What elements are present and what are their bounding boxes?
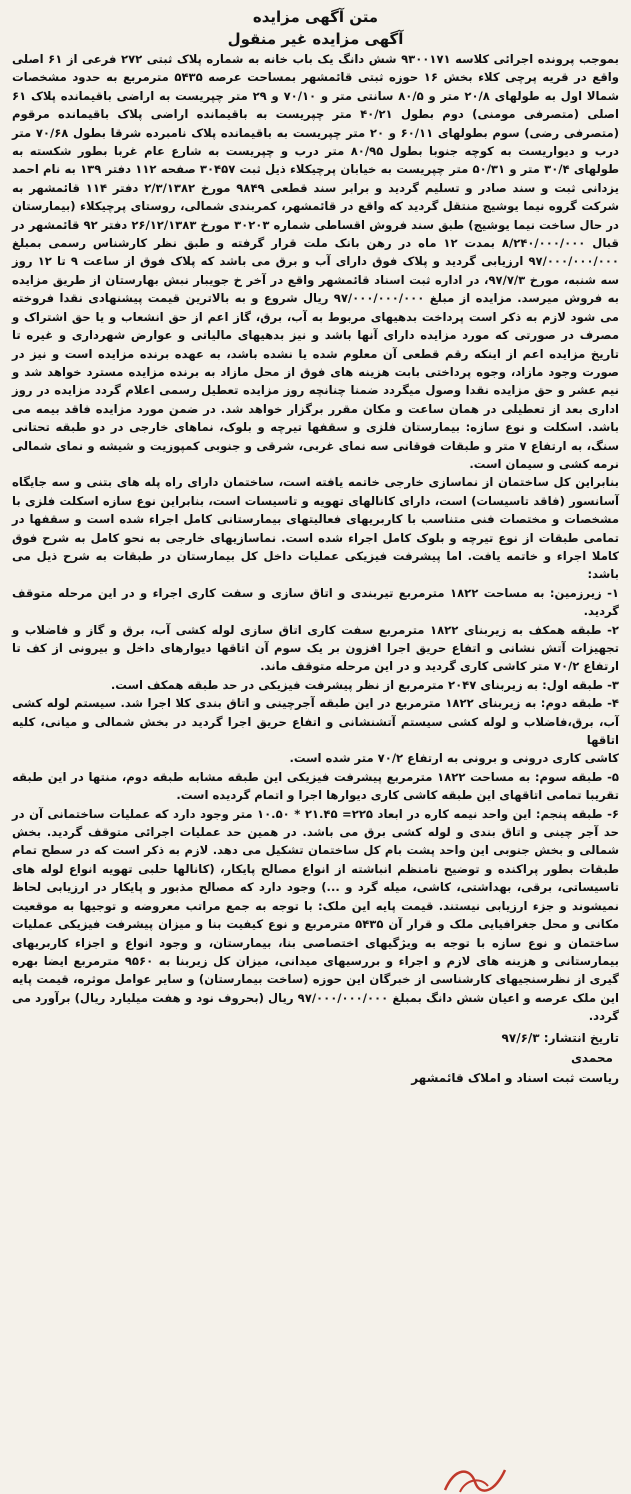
signer-title: ریاست ثبت اسناد و املاک قائمشهر: [411, 1070, 619, 1085]
floor-item-first: ۳- طبقه اول: به زیربنای ۲۰۴۷ مترمربع از نظر پیشرفت فیزیکی در حد طبقه همکف است.: [110, 677, 619, 692]
notice-title: متن آگهی مزایده: [252, 8, 379, 26]
notice-body: [12, 50, 619, 1026]
publication-block: [12, 1028, 619, 1088]
signer-name: محمدی: [570, 1050, 613, 1065]
floor-item-second: ۴- طبقه دوم: به زیربنای ۱۸۲۲ مترمربع در این طبقه آجرچینی و اتاق بندی کلا اجرا شد. سیستم لوله کشی آب، برق،فاضلاب و لوله کشی سیستم آتشنشانی و اتفاع حریق اجرا گردید در بخش شمالی و میانی، کلیه اتاقها: [12, 696, 619, 748]
floor-item-ground: ۲- طبقه همکف به زیربنای ۱۸۲۲ مترمربع سفت کاری اتاق سازی لوله کشی آب، برق و گاز و فاضلاب و تجهیزات آتش نشانی و اتفاع حریق اجرا افزون بر یک سوم آن اتاقها دیوارهای داخل و بیرونی از کف تا ارتفاع ۷۰/۲ متر کاشی کاری گردید و در این مرحله متوقف ماند.: [12, 622, 619, 674]
publication-date: [12, 1028, 619, 1048]
construction-paragraph: بنابراین کل ساختمان از نماسازی خارجی خاتمه یافته است، ساختمان دارای راه پله های بتنی و سه جایگاه آسانسور (فاقد تاسیسات) است، دارای کانالهای تهویه و تاسیسات است، بنابراین نوع سازه اسکلت فلزی با مشخصات و مختصات فنی متناسب با کاربریهای فعالیتهای بیمارستانی کامل اجراء شده است و سقفها در تمامی طبقات از نوع تیرچه و بلوک کامل اجراء شده است. نماسازیهای خارجی به نحو کامل به شرح فوق کاملا اجراء و خاتمه یافت. اما پیشرفت فیزیکی عملیات داخل کل بیمارستان در طبقات به شرح ذیل می باشد:: [12, 475, 619, 582]
publication-date-value: ۹۷/۶/۳: [501, 1030, 540, 1045]
signature-scribble-icon: [440, 1462, 510, 1494]
auction-notice: [8, 6, 623, 1486]
publication-date-label: تاریخ انتشار:: [543, 1030, 619, 1045]
floor-item-third: ۵- طبقه سوم: به مساحت ۱۸۲۲ مترمربع پیشرفت فیزیکی این طبقه مشابه طبقه دوم، منتها در این طبقه تقریبا تمامی اتاقهای این طبقه کاشی کاری دیوارها اجرا و اتمام گردیده است.: [12, 769, 619, 803]
intro-paragraph: بموجب پرونده اجرائی کلاسه ۹۳۰۰۱۷۱ شش دانگ یک باب خانه به شماره پلاک ثبتی ۲۷۲ فرعی از ۶۱ اصلی واقع در قریه پرچی کلاء بخش ۱۶ حوزه ثبتی قائمشهر بمساحت عرصه ۵۴۳۵ مترمربع به حدود مشخصات شمالا اول به طولهای ۲۰/۸ متر و ۸۰/۵ سانتی متر و ۷۰/۱۰ و ۲۹ متر چپریست به اراضی باقیمانده پلاک ۶۱ اصلی (متصرفی مومنی) دوم بطول ۴۰/۲۱ متر چپریست به باقیمانده اراضی پلاک باقیمانده مرقوم (متصرفی رضی) سوم بطولهای ۶۰/۱۱ و ۲۰ متر چپریست به باقیمانده پلاک نامبرده شرقا بطول ۷۰/۶۸ متر درب و دیواریست به کوچه جنوبا بطول ۸۰/۹۵ متر درب و چپریست به شارع عام غربا بطور شکسته به طولهای ۳۰/۴ متر و ۵۰/۳۱ متر چپریست به خیابان پرچیکلاء ذیل ثبت ۳۰۴۵۷ صفحه ۱۱۲ دفتر ۱۳۹ به نام احمد یزدانی ثبت و سند صادر و تسلیم گردید و برابر سند قطعی ۹۸۴۹ مورخ ۲/۳/۱۳۸۲ دفتر ۱۱۴ قائمشهر به شرکت گروه نیما یوشیج منتقل گردید که واقع در قائمشهر، کمربندی شمالی، روستای پرچیکلاء (بیمارستان در حال ساخت نیما یوشیج) طبق سند فروش اقساطی شماره ۳۰۲۰۳ مورخ ۲۶/۱۲/۱۳۸۳ دفتر ۹۲ قائمشهر در قبال ۸/۲۴۰/۰۰۰/۰۰۰ بمدت ۱۲ ماه در رهن بانک ملت قرار گرفته و طبق نظر کارشناس رسمی بمبلغ ۹۷/۰۰۰/۰۰۰/۰۰۰ ارزیابی گردید و پلاک فوق دارای آب و برق می باشد که پلاک فوق از ساعت ۹ تا ۱۲ روز سه شنبه، مورخ ۹۷/۷/۳، در اداره ثبت اسناد قائمشهر واقع در آخر خ جویبار نبش بهارستان از طریق مزایده به فروش میرسد. مزایده از مبلغ ۹۷/۰۰۰/۰۰۰/۰۰۰ ریال شروع و به بالاترین قیمت پیشنهادی نقدا فروخته می شود لازم به ذکر است پرداخت بدهیهای مربوط به آب، برق، گاز اعم از حق انشعاب و یا حق اشتراک و مصرف در صورتی که مورد مزایده دارای آنها باشد و نیز بدهیهای مالیاتی و عوارض شهرداری و غیره تا تاریخ مزایده اعم از اینکه رقم قطعی آن معلوم شده یا نشده باشد، به عهده برنده مزایده است و نیز در صورت وجود مازاد، وجوه پرداختی بابت هزینه های فوق از محل مازاد به برنده مزایده مسترد خواهد شد و نیم عشر و حق مزایده نقدا وصول میگردد ضمنا چنانچه روز مزایده تعطیل رسمی اعلام گردد مزایده در روز اداری بعد از تعطیلی در همان ساعت و مکان مقرر برگزار خواهد شد. در ضمن مورد مزایده فاقد بیمه می باشد. اسکلت و نوع سازه: بیمارستان فلزی و سقفها تیرچه و بلوک، نماهای خارجی در دو طبقه تحتانی سنگ، به ارتفاع ۷ متر و طبقات فوقانی سه نمای غربی، شرقی و جنوبی کمپوزیت و شیشه و نمای شمالی نرمه کشی و سیمان است.: [12, 52, 620, 471]
notice-subtitle: آگهی مزایده غیر منقول: [227, 30, 404, 48]
floor-item-fifth: ۶- طبقه پنجم: این واحد نیمه کاره در ابعاد ۲۲۵= ۲۱.۴۵ * ۱۰.۵۰ متر وجود دارد که عملیات ساختمانی آن در حد آجر چینی و اتاق بندی و لوله کشی برق می باشد. در همین حد عملیات اجرائی متوقف گردید. بخش شمالی و بخش جنوبی این واحد پشت بام کل ساختمان تشکیل می دهد. لازم به ذکر است که در سطح تمام طبقات بطور پراکنده و توضیح نامنظم انباشته از انواع مصالح پایکار، (کانالها حلبی تهویه انواع لوله های تاسیساتی، برقی، بهداشتی، کاشی، میله گرد و ...) وجود دارد که مصالح مذبور و پایکار در ارزیابی لحاظ نمیشوند و جزء ارزیابی نیستند. قیمت پایه این ملک: با توجه به جمع مراتب معروضه و توجیها به موقعیت مکانی و محل جغرافیایی ملک و قرار آن ۵۴۳۵ مترمربع و نوع کیفیت بنا و میزان پیشرفت فیزیکی عملیات ساختمان و نوع سازه با توجه به ویژگیهای اختصاصی بنا، بیمارستان، و وجود انواع و اجزاء کاربریهای بیمارستانی و هزینه های لازم و اجراء و بررسیهای میدانی، میزان کل زیربنا به ۹۵۶۰ مترمربع ایضا بهره گیری از نظرسنجیهای کارشناسی از خبرگان این حوزه (ساخت بیمارستان) و سایر عوامل موثره، قیمت پایه این ملک عرصه و اعیان شش دانگ بمبلغ ۹۷/۰۰۰/۰۰۰/۰۰۰ ریال (بحروف نود و هفت میلیارد ریال) برآورد می گردد.: [12, 806, 620, 1024]
floor-item-second-cont: کاشی کاری درونی و برونی به ارتفاع ۷۰/۲ متر شده است.: [289, 751, 619, 766]
floor-item-basement: ۱- زیرزمین: به مساحت ۱۸۲۲ مترمربع تیربندی و اتاق سازی و سفت کاری اجراء و در این مرحله متوقف گردید.: [12, 585, 619, 619]
